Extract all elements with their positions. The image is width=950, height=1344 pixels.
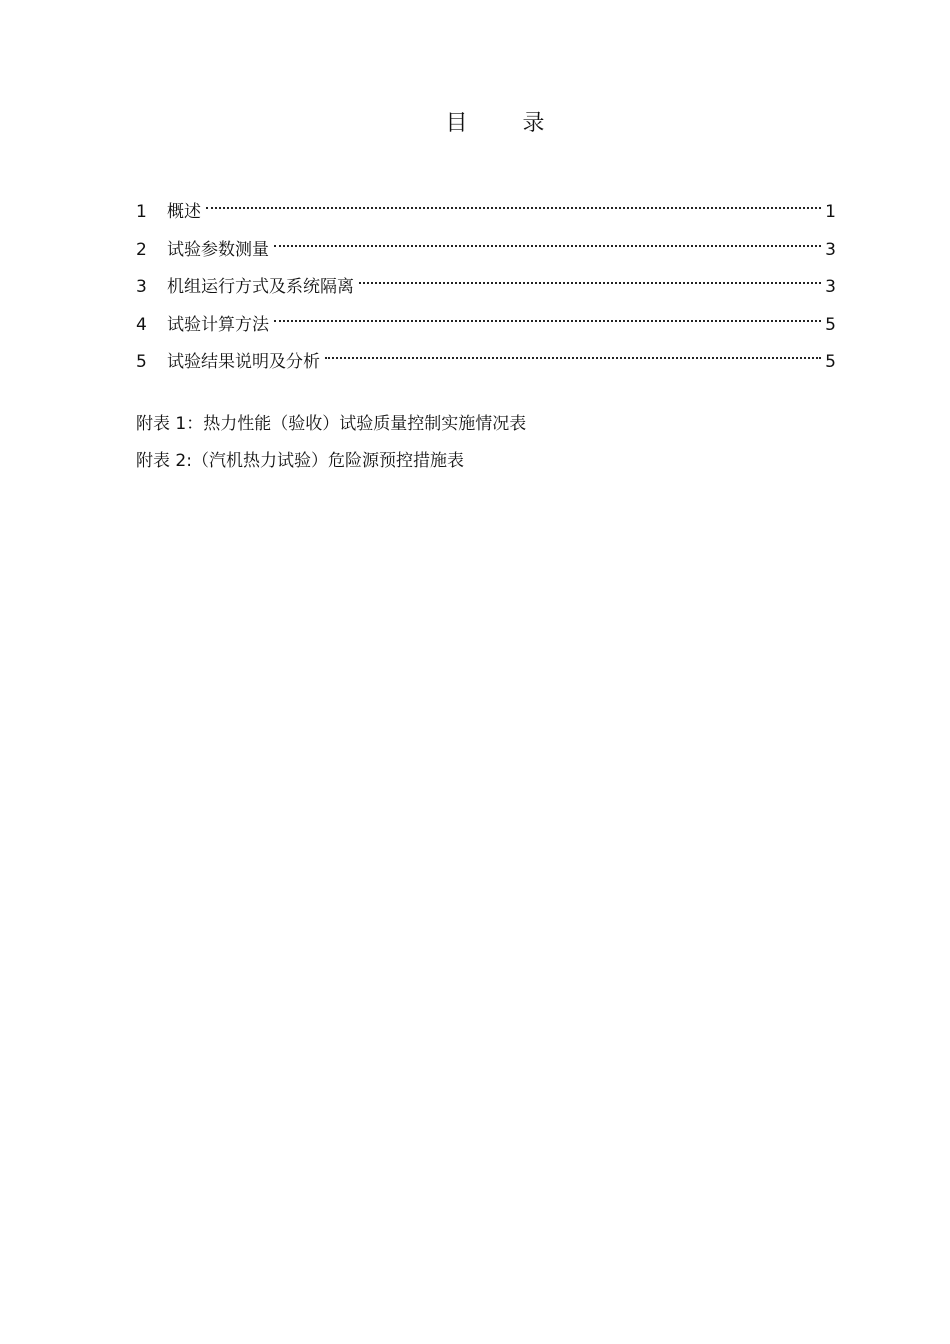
toc-entry[interactable] [136, 264, 836, 302]
toc-entry-page: 5 [825, 352, 836, 372]
toc-entry[interactable] [136, 339, 836, 377]
appendix-item: 附表 1：热力性能（验收）试验质量控制实施情况表 [136, 414, 527, 434]
toc-entry-title: 概述 [167, 202, 201, 222]
toc-entry-number: 5 [136, 352, 147, 372]
toc-title: 目 录 [445, 111, 569, 136]
toc-entry-title: 试验结果说明及分析 [167, 352, 320, 372]
toc-entry-number: 4 [136, 314, 147, 335]
toc-entry[interactable] [136, 227, 836, 265]
toc-entry-page: 3 [825, 239, 836, 260]
dot-leader [274, 227, 825, 255]
toc-entry-title: 试验计算方法 [167, 314, 269, 335]
toc-entry-title: 机组运行方式及系统隔离 [167, 277, 354, 297]
dot-leader [359, 264, 825, 292]
toc-entry-number: 2 [136, 239, 147, 260]
toc-entry[interactable] [136, 189, 836, 227]
toc-entry-number: 1 [136, 202, 147, 222]
appendix-list [136, 410, 526, 484]
dot-leader [206, 189, 825, 217]
toc-entry[interactable] [136, 302, 836, 340]
toc-entry-page: 1 [825, 202, 836, 222]
toc-entry-page: 3 [825, 277, 836, 297]
toc-entry-title: 试验参数测量 [167, 239, 269, 260]
appendix-item: 附表 2:（汽机热力试验）危险源预控措施表 [136, 451, 464, 471]
toc-entry-page: 5 [825, 314, 836, 335]
toc-entry-number: 3 [136, 277, 147, 297]
dot-leader [325, 339, 825, 367]
table-of-contents [136, 189, 836, 377]
dot-leader [274, 302, 825, 330]
